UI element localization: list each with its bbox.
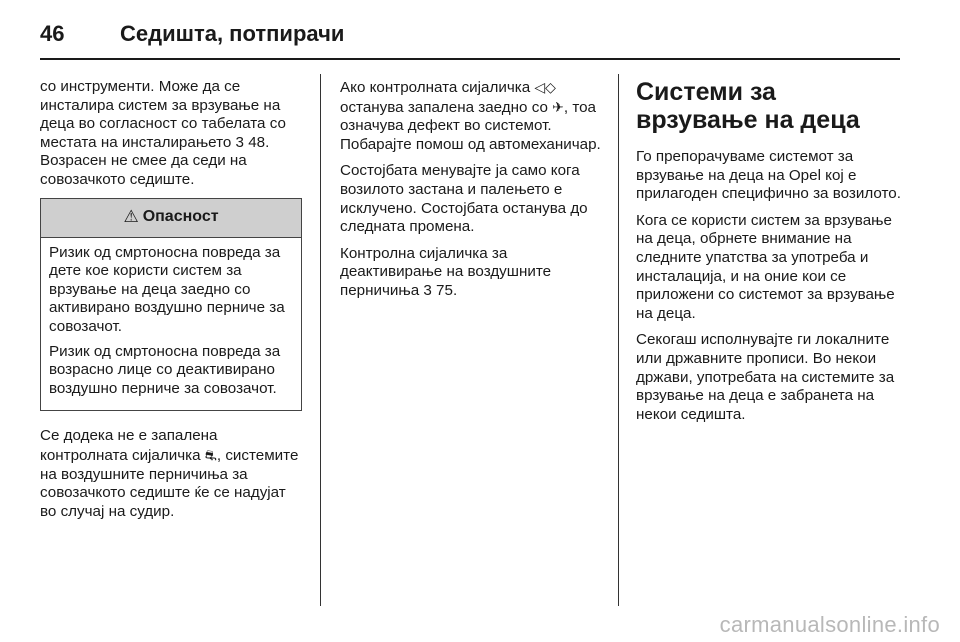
header-rule <box>40 58 900 60</box>
usage-paragraph: Кога се користи систем за врзување на деца, обрнете внимание на следните упатства за употреба и инсталација, и на оние кои се приложени со системот за врзување на деца. <box>636 211 895 322</box>
airbag-text-2: , системите на воздушните перничиња за совозачкото седиште ќе се надујат во случај на судир. <box>40 446 299 520</box>
regulation-paragraph: Секогаш исполнувајте ги локалните или државните прописи. Во некои држави, употребата на системите за врзување на деца е забранета на некои седишта. <box>636 331 895 423</box>
warning-body <box>41 238 301 411</box>
column-divider-1 <box>320 74 321 606</box>
airbag-on-icon: ⛐ <box>204 446 217 463</box>
page-header <box>40 14 344 54</box>
fault-text-1: Ако контролната сијаличка <box>340 79 531 96</box>
airbag-warning-icon: ✈ <box>552 98 564 115</box>
warning-triangle-icon: ⚠ <box>123 207 139 227</box>
warning-paragraph-1: Ризик од смртоносна повреда за дете кое користи систем за врзување на деца заедно со активирано воздушно перниче за совозачот. <box>49 243 285 335</box>
fault-text-2: останува запалена заедно со <box>340 98 548 116</box>
column-middle <box>340 78 602 309</box>
section-title: Системи за врзување на деца <box>636 78 860 134</box>
warning-paragraph-2: Ризик од смртоносна повреда за возрасно лице со деактивирано воздушно перниче за совозачот. <box>49 342 281 397</box>
airbag-paragraph <box>40 427 302 521</box>
airbag-text-1: Се додека не е запалена контролната сијаличка <box>40 427 218 464</box>
warning-box <box>40 198 302 412</box>
fault-text-3: , тоа означува дефект во системот. Побарајте помош од автомеханичар. <box>340 98 601 153</box>
recommend-paragraph: Го препорачуваме системот за врзување на деца на Opel кој е прилагоден специфично за возилото. <box>636 148 901 203</box>
warning-header <box>41 199 301 238</box>
state-paragraph: Состојбата менувајте ја само кога возилото застана и палењето е исклучено. Состојбата останува до следната промена. <box>340 162 588 236</box>
page-title: Седишта, потпирачи <box>120 21 345 46</box>
column-divider-2 <box>618 74 619 606</box>
warning-title: Опасност <box>142 208 219 226</box>
deactivation-paragraph: Контролна сијаличка за деактивирање на воздушните перничиња 3 75. <box>340 244 552 299</box>
fault-paragraph <box>340 78 602 154</box>
airbag-off-icon: ◁◇ <box>534 79 556 95</box>
watermark: carmanualsonline.info <box>719 612 940 637</box>
column-right <box>636 78 902 432</box>
column-left <box>40 78 302 529</box>
page-number: 46 <box>40 21 65 46</box>
intro-paragraph: со инструменти. Може да се инсталира систем за врзување на деца во согласност со табелата со местата на инсталирањето 3 48. Возрасен не смее да седи на совозачкото седиште. <box>40 78 286 188</box>
